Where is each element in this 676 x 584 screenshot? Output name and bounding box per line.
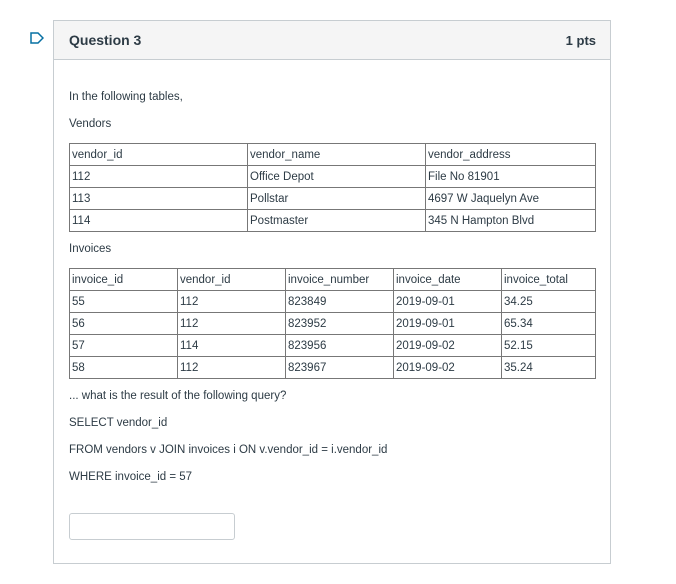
table-row (70, 335, 596, 357)
vendors-table (69, 143, 596, 232)
table-cell: 823849 (286, 291, 394, 313)
query-line-3: WHERE invoice_id = 57 (69, 471, 193, 483)
table-cell: 57 (70, 335, 178, 357)
table-header-cell: invoice_total (502, 269, 596, 291)
table-cell: 114 (70, 210, 248, 232)
table-cell: Postmaster (248, 210, 426, 232)
table-row (70, 357, 596, 379)
table-header-row (70, 144, 596, 166)
table-cell: 55 (70, 291, 178, 313)
invoices-label: Invoices (69, 243, 112, 255)
table-cell: 65.34 (502, 313, 596, 335)
table-header-cell: vendor_name (248, 144, 426, 166)
question-title: Question 3 (69, 32, 142, 48)
table-cell: Office Depot (248, 166, 426, 188)
question-header (54, 21, 610, 60)
table-cell: 2019-09-02 (394, 357, 502, 379)
table-row (70, 210, 596, 232)
table-header-cell: vendor_id (70, 144, 248, 166)
table-row (70, 313, 596, 335)
question-points: 1 pts (565, 32, 596, 48)
table-row (70, 166, 596, 188)
table-header-cell: vendor_id (178, 269, 286, 291)
table-cell: 345 N Hampton Blvd (426, 210, 596, 232)
table-cell: Pollstar (248, 188, 426, 210)
table-cell: 823952 (286, 313, 394, 335)
table-cell: 2019-09-02 (394, 335, 502, 357)
table-header-row (70, 269, 596, 291)
bookmark-icon[interactable] (30, 32, 44, 44)
vendors-label: Vendors (69, 118, 112, 130)
table-cell: 112 (178, 313, 286, 335)
table-header-cell: invoice_id (70, 269, 178, 291)
table-cell: 114 (178, 335, 286, 357)
table-cell: 56 (70, 313, 178, 335)
table-cell: 4697 W Jaquelyn Ave (426, 188, 596, 210)
table-cell: 52.15 (502, 335, 596, 357)
answer-input[interactable] (69, 513, 235, 540)
table-cell: 112 (70, 166, 248, 188)
table-cell: 113 (70, 188, 248, 210)
table-cell: 2019-09-01 (394, 313, 502, 335)
table-cell: 34.25 (502, 291, 596, 313)
invoices-table (69, 268, 596, 379)
question-card (53, 20, 611, 564)
table-row (70, 291, 596, 313)
table-cell: 112 (178, 357, 286, 379)
table-header-cell: invoice_number (286, 269, 394, 291)
table-cell: File No 81901 (426, 166, 596, 188)
query-line-2: FROM vendors v JOIN invoices i ON v.vendor_id = i.vendor_id (69, 444, 388, 456)
table-cell: 35.24 (502, 357, 596, 379)
table-cell: 823967 (286, 357, 394, 379)
table-header-cell: vendor_address (426, 144, 596, 166)
table-cell: 58 (70, 357, 178, 379)
table-cell: 2019-09-01 (394, 291, 502, 313)
intro-text: In the following tables, (69, 91, 183, 103)
query-line-1: SELECT vendor_id (69, 417, 168, 429)
table-row (70, 188, 596, 210)
prompt-text: ... what is the result of the following query? (69, 390, 287, 402)
table-cell: 823956 (286, 335, 394, 357)
table-cell: 112 (178, 291, 286, 313)
table-header-cell: invoice_date (394, 269, 502, 291)
